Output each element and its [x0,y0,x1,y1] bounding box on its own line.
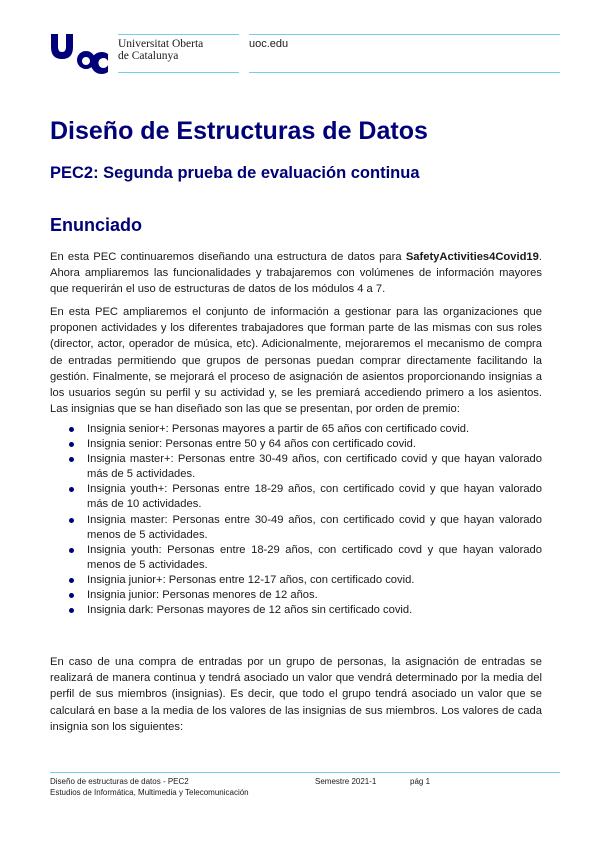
bullet-icon [69,548,74,553]
header-rule-left-bottom [118,72,239,73]
footer-course: Diseño de estructuras de datos - PEC2 [50,777,189,786]
list-item [50,603,542,618]
list-item-text: Insignia master: Personas entre 30-49 años, con certificado covid y que hayan valorado menos de 5 actividades. [87,513,542,541]
footer-studies: Estudios de Informática, Multimedia y Telecomunicación [50,788,249,797]
list-item [50,452,542,482]
list-item-text: Insignia youth+: Personas entre 18-29 años, con certificado covid y que hayan valorado más de 10 actividades. [87,483,542,511]
list-item-text: Insignia senior: Personas entre 50 y 64 años con certificado covid. [87,438,416,451]
header-rule-right-bottom [249,72,560,73]
list-item [50,513,542,543]
list-item-text: Insignia junior: Personas menores de 12 años. [87,589,318,602]
list-item [50,573,542,588]
footer-semester: Semestre 2021-1 [315,777,377,786]
footer-rule [50,772,560,773]
university-line-1: Universitat Oberta [118,38,204,50]
intro-paragraph [50,249,542,298]
list-item-text: Insignia youth: Personas entre 18-29 años, con certificado covd y que hayan valorado menos de 5 actividades. [87,543,542,571]
bullet-icon [69,578,74,583]
insignia-list [50,422,542,618]
bullet-icon [69,442,74,447]
university-line-2: de Catalunya [118,50,179,62]
description-paragraph: En esta PEC ampliaremos el conjunto de información a gestionar para las organizaciones que proponen actividades y los diferentes trabajadores que forman parte de las mismas con sus roles (director, actor, operador de música, etc). Adicionalmente, mejoraremos el mecanismo de compra de entradas permitiendo que grupos de personas puedan comprar directamente facilitando la gestión. Finalmente, se mejorará el proceso de asignación de asientos proporcionando insignias a los usuarios según su perfil y su actividad y, se les premiará accediendo primero a los asientos. Las insignias que se han diseñado son las que se presentan, por orden de premio: [50,306,542,416]
project-name: SafetyActivities4Covid19 [405,251,539,263]
header-rule-left [118,34,239,35]
list-item [50,588,542,603]
list-item [50,422,542,437]
bullet-icon [69,608,74,613]
section-heading: Enunciado [50,215,143,235]
list-item-text: Insignia master+: Personas entre 30-49 años, con certificado covid y que hayan valorado más de 5 actividades. [87,453,542,481]
bullet-icon [69,457,74,462]
list-item [50,543,542,573]
list-item-text: Insignia dark: Personas mayores de 12 años sin certificado covid. [87,604,413,617]
uoc-logo-icon [51,34,111,76]
intro-text-start: En esta PEC continuaremos diseñando una estructura de datos para [50,251,406,263]
list-item [50,437,542,452]
group-purchase-paragraph: En caso de una compra de entradas por un grupo de personas, la asignación de entradas se realizará de manera continua y tendrá asociado un valor que vendrá determinado por la media del perfil de sus miembros (insignias). Es decir, que todo el grupo tendrá asociado un valor que se calculará en base a la media de los valores de las insignias de sus miembros. Los valores de cada insignia son los siguientes: [50,656,542,733]
page-header [0,0,600,90]
intro-text-end: . Ahora ampliaremos las funcionalidades y trabajaremos con volúmenes de información mayores que requerirán el uso de estructuras de datos de los módulos 4 a 7. [50,251,542,296]
list-item-text: Insignia junior+: Personas entre 12-17 años, con certificado covid. [87,573,415,586]
document-subtitle: PEC2: Segunda prueba de evaluación continua [50,164,420,182]
university-name [118,38,203,62]
footer-page-number: pág 1 [410,777,431,786]
bullet-icon [69,427,74,432]
bullet-icon [69,487,74,492]
list-item-text: Insignia senior+: Personas mayores a partir de 65 años con certificado covid. [87,423,470,435]
bullet-icon [69,518,74,523]
document-title: Diseño de Estructuras de Datos [50,117,428,145]
list-item [50,482,542,512]
header-rule-right [249,34,560,35]
site-url-link[interactable]: uoc.edu [249,38,289,50]
bullet-icon [69,593,74,598]
